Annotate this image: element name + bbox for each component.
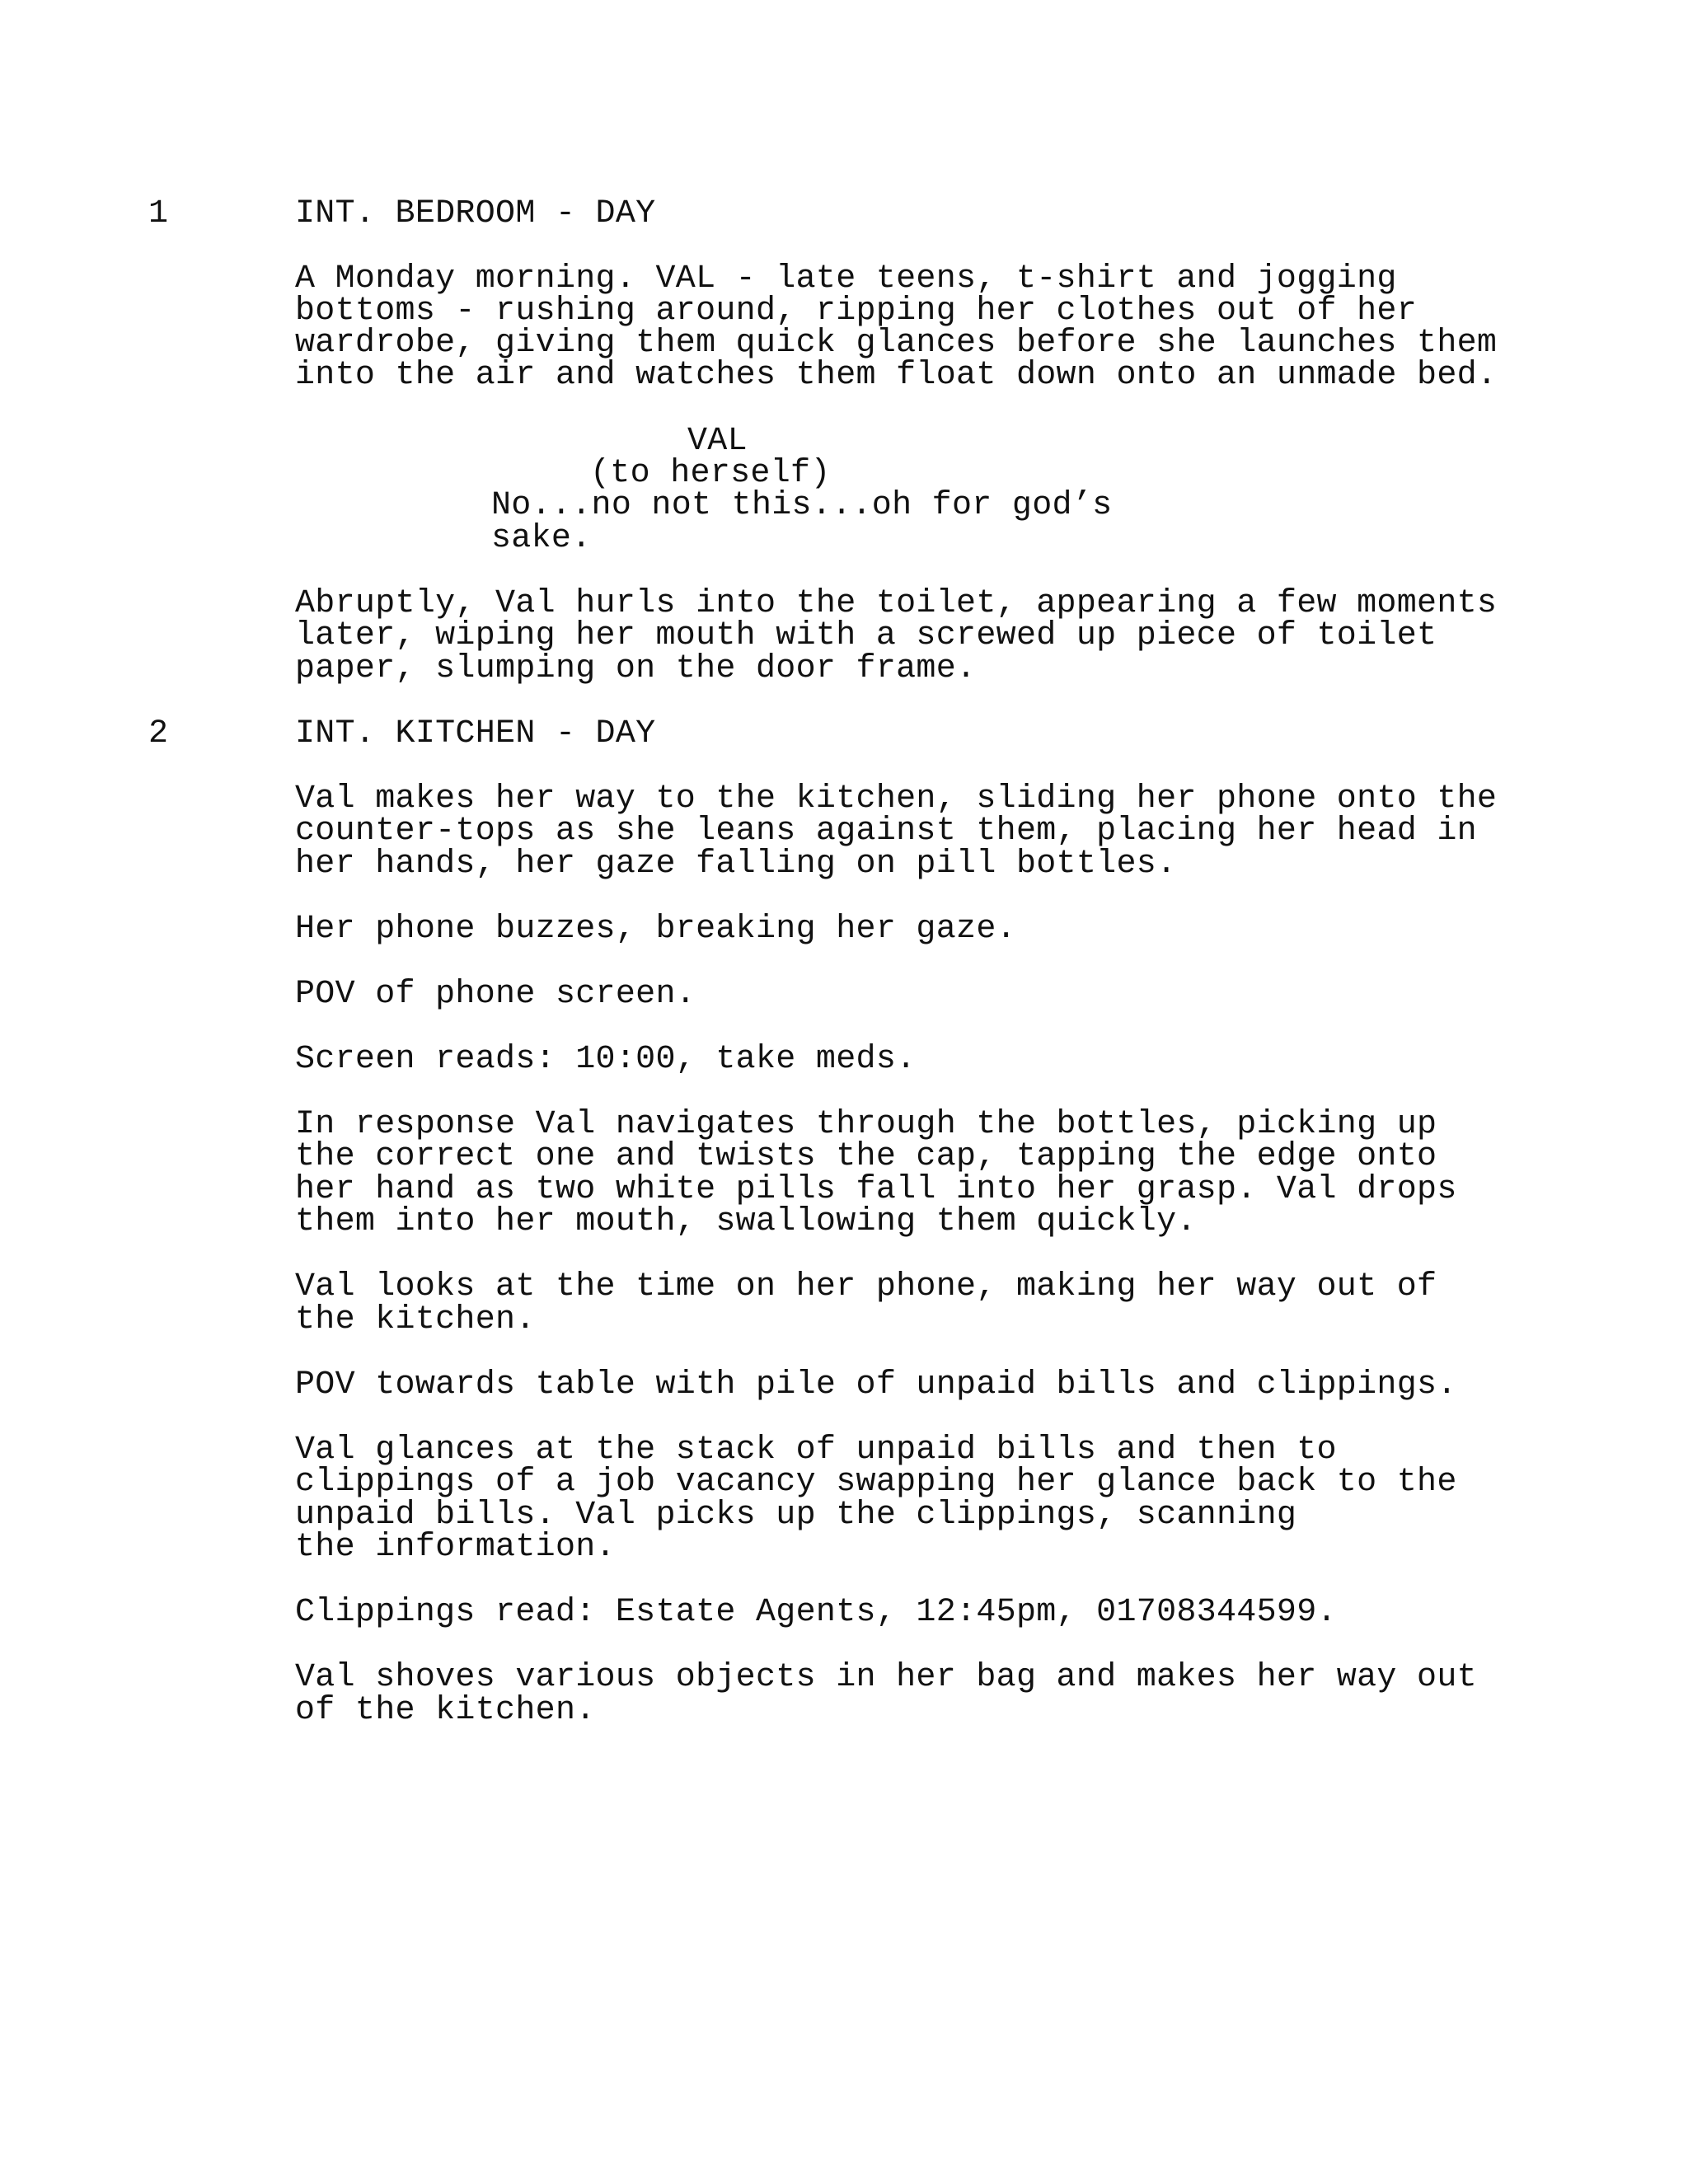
action-line: the information. bbox=[295, 1529, 616, 1566]
action-line: POV towards table with pile of unpaid bills and clippings. bbox=[295, 1366, 1457, 1404]
action-line: In response Val navigates through the bottles, picking up bbox=[295, 1106, 1437, 1143]
dialogue-line: No...no not this...oh for god’s bbox=[491, 487, 1113, 524]
action-line: POV of phone screen. bbox=[295, 976, 696, 1013]
action-line: clippings of a job vacancy swapping her glance back to the bbox=[295, 1464, 1457, 1501]
action-line: the kitchen. bbox=[295, 1301, 536, 1338]
scene-heading: INT. BEDROOM - DAY bbox=[295, 195, 656, 232]
action-line: Her phone buzzes, breaking her gaze. bbox=[295, 911, 1016, 948]
dialogue-line: sake. bbox=[491, 520, 592, 557]
action-line: her hand as two white pills fall into her grasp. Val drops bbox=[295, 1171, 1457, 1208]
action-line: the correct one and twists the cap, tapping the edge onto bbox=[295, 1138, 1437, 1175]
action-line: Val looks at the time on her phone, making her way out of bbox=[295, 1268, 1437, 1305]
action-line: A Monday morning. VAL - late teens, t-shirt and jogging bbox=[295, 260, 1397, 298]
action-line: Val shoves various objects in her bag and makes her way out bbox=[295, 1659, 1477, 1696]
action-line: into the air and watches them float down onto an unmade bed. bbox=[295, 357, 1498, 394]
action-line: Screen reads: 10:00, take meds. bbox=[295, 1041, 917, 1078]
action-line: later, wiping her mouth with a screwed up piece of toilet bbox=[295, 617, 1437, 654]
action-line: wardrobe, giving them quick glances before she launches them bbox=[295, 325, 1498, 362]
action-line: her hands, her gaze falling on pill bottles. bbox=[295, 846, 1177, 883]
action-line: them into her mouth, swallowing them quickly. bbox=[295, 1203, 1197, 1240]
character-name: VAL bbox=[687, 423, 748, 460]
scene-number: 2 bbox=[148, 715, 169, 752]
action-line: unpaid bills. Val picks up the clippings, scanning bbox=[295, 1497, 1297, 1534]
action-line: of the kitchen. bbox=[295, 1692, 596, 1729]
scene-number: 1 bbox=[148, 195, 169, 232]
parenthetical: (to herself) bbox=[590, 455, 831, 492]
action-line: Abruptly, Val hurls into the toilet, appearing a few moments bbox=[295, 585, 1498, 622]
action-line: Val glances at the stack of unpaid bills and then to bbox=[295, 1432, 1337, 1469]
action-line: bottoms - rushing around, ripping her clothes out of her bbox=[295, 293, 1418, 330]
action-line: paper, slumping on the door frame. bbox=[295, 650, 977, 687]
scene-heading: INT. KITCHEN - DAY bbox=[295, 715, 656, 752]
action-line: Clippings read: Estate Agents, 12:45pm, 01708344599. bbox=[295, 1594, 1337, 1631]
action-line: Val makes her way to the kitchen, sliding her phone onto the bbox=[295, 780, 1498, 818]
action-line: counter-tops as she leans against them, placing her head in bbox=[295, 813, 1477, 850]
